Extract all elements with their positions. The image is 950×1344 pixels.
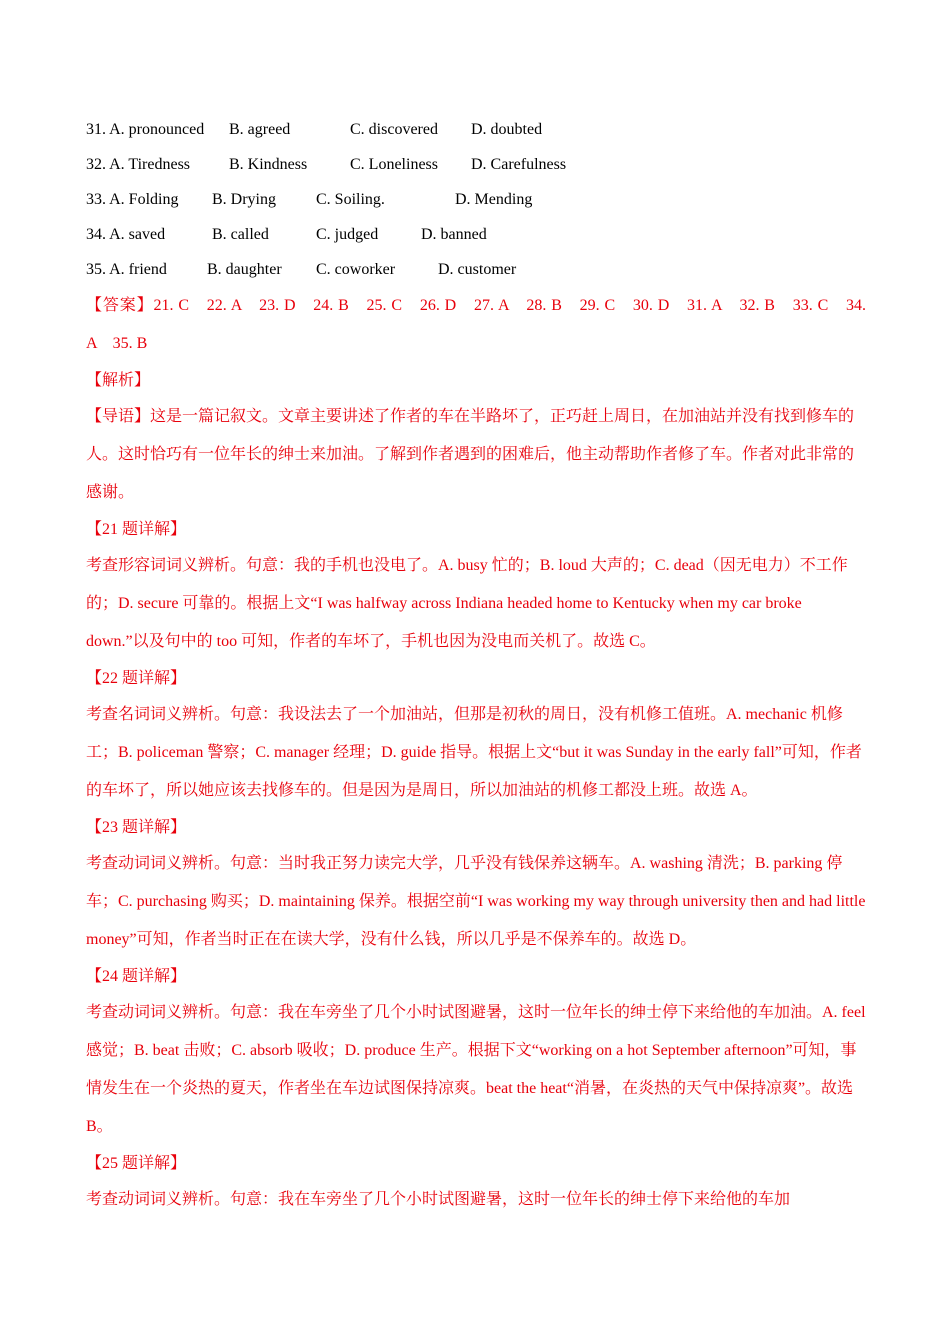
answer-key-line-1: 【答案】21. C 22. A 23. D 24. B 25. C 26. D 27. A 28. B 29. C 30. D 31. A 32. B 33. C 34. <box>86 297 866 314</box>
option-d: D. customer <box>438 260 517 278</box>
section-text-23: 考查动词词义辨析。句意：当时我正努力读完大学，几乎没有钱保养这辆车。A. washing 清洗；B. parking 停车；C. purchasing 购买；D. maintaining 保养。根据空前“I was working my way through university then and had little money”可知，作者当时正在在读大学，没有什么钱，所以几乎是不保养车的。故选 D。 <box>86 855 866 948</box>
question-options-35 <box>86 252 866 287</box>
option-b: B. called <box>212 225 269 243</box>
option-c: C. judged <box>316 225 379 243</box>
question-options-31 <box>86 112 866 147</box>
option-d: D. doubted <box>471 120 543 138</box>
option-b: B. Kindness <box>229 155 308 173</box>
answer-key <box>86 287 866 363</box>
section-text-25: 考查动词词义辨析。句意：我在车旁坐了几个小时试图避暑，这时一位年长的绅士停下来给他的车加 <box>86 1191 791 1208</box>
option-c: C. Loneliness <box>350 155 438 173</box>
section-heading-23: 【23 题详解】 <box>86 819 187 836</box>
option-a: 31. A. pronounced <box>86 120 205 138</box>
option-b: B. Drying <box>212 190 276 208</box>
option-c: C. discovered <box>350 120 438 138</box>
question-options-32 <box>86 147 866 182</box>
option-d: D. Carefulness <box>471 155 567 173</box>
option-a: 34. A. saved <box>86 225 166 243</box>
section-text-24: 考查动词词义辨析。句意：我在车旁坐了几个小时试图避暑，这时一位年长的绅士停下来给他的车加油。A. feel 感觉；B. beat 击败；C. absorb 吸收；D. produce 生产。根据下文“working on a hot September afternoon”可知，事情发生在一个炎热的夏天，作者坐在车边试图保持凉爽。beat the heat“消暑，在炎热的天气中保持凉爽”。故选 B。 <box>86 1004 866 1135</box>
section-text-22: 考查名词词义辨析。句意：我设法去了一个加油站，但那是初秋的周日，没有机修工值班。A. mechanic 机修工；B. policeman 警察；C. manager 经理；D. guide 指导。根据上文“but it was Sunday in the early fall”可知，作者的车坏了，所以她应该去找修车的。但是因为是周日，所以加油站的机修工都没上班。故选 A。 <box>86 706 862 799</box>
section-text-21: 考查形容词词义辨析。句意：我的手机也没电了。A. busy 忙的；B. loud 大声的；C. dead（因无电力）不工作的；D. secure 可靠的。根据上文“I was halfway across Indiana headed home to Kentucky when my car broke down.”以及句中的 too 可知，作者的车坏了，手机也因为没电而关机了。故选 C。 <box>86 557 848 650</box>
analysis-heading: 【解析】 <box>86 372 151 389</box>
section-heading-22: 【22 题详解】 <box>86 670 187 687</box>
answer-key-line-2: A 35. B <box>86 335 148 352</box>
section-heading-21: 【21 题详解】 <box>86 521 187 538</box>
option-a: 35. A. friend <box>86 260 167 278</box>
option-d: D. Mending <box>455 190 533 208</box>
option-b: B. agreed <box>229 120 291 138</box>
option-a: 32. A. Tiredness <box>86 155 191 173</box>
intro-paragraph: 【导语】这是一篇记叙文。文章主要讲述了作者的车在半路坏了，正巧赶上周日，在加油站并没有找到修车的人。这时恰巧有一位年长的绅士来加油。了解到作者遇到的困难后，他主动帮助作者修了车。作者对此非常的感谢。 <box>86 408 855 501</box>
section-heading-24: 【24 题详解】 <box>86 968 187 985</box>
section-heading-25: 【25 题详解】 <box>86 1155 187 1172</box>
option-c: C. coworker <box>316 260 396 278</box>
option-b: B. daughter <box>207 260 282 278</box>
document-content <box>86 112 866 1219</box>
option-d: D. banned <box>421 225 487 243</box>
option-a: 33. A. Folding <box>86 190 179 208</box>
question-options-33 <box>86 182 866 217</box>
question-options-34 <box>86 217 866 252</box>
option-c: C. Soiling. <box>316 190 385 208</box>
